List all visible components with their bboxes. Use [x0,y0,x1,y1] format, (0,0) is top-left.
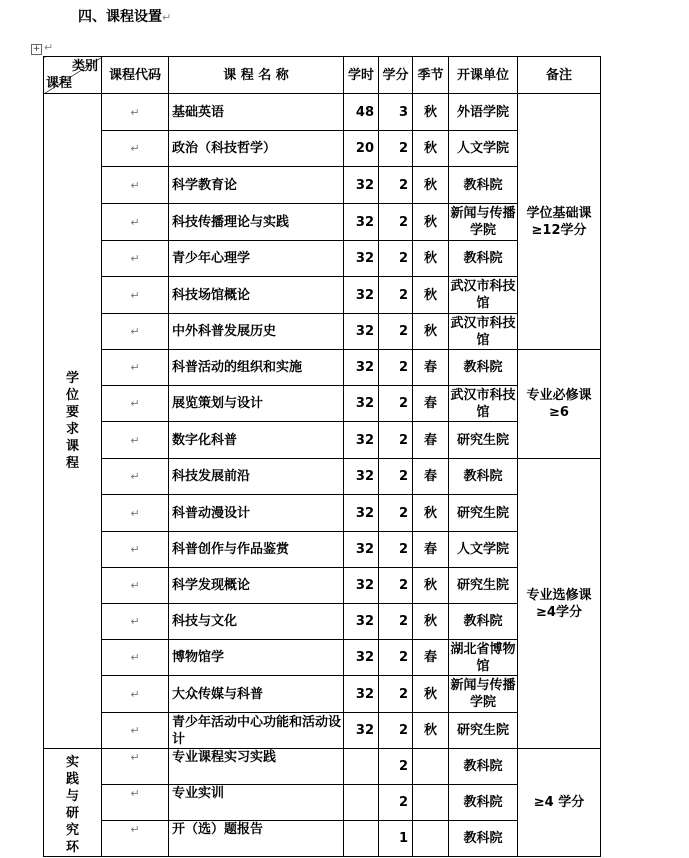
remark-major-elective: 专业选修课≥4学分 [518,459,601,749]
course-row [44,422,601,459]
course-semester: 秋 [413,94,449,131]
course-credits: 2 [379,785,413,821]
course-unit: 新闻与传播学院 [449,676,518,713]
course-hours: 32 [344,422,379,459]
course-semester: 春 [413,532,449,568]
remark-major-required: 专业必修课≥6 [518,350,601,459]
course-hours [344,821,379,857]
course-row [44,604,601,640]
course-semester: 春 [413,386,449,422]
paragraph-mark: ↵ [44,41,54,54]
course-hours: 32 [344,495,379,532]
course-credits: 2 [379,532,413,568]
course-row [44,495,601,532]
course-code-cell: ↵ [102,604,169,640]
course-code-cell: ↵ [102,422,169,459]
course-hours: 32 [344,277,379,314]
course-unit: 教科院 [449,785,518,821]
course-credits: 2 [379,204,413,241]
course-unit: 研究生院 [449,422,518,459]
course-code-cell: ↵ [102,131,169,167]
code-header: 课程代码 [102,57,169,94]
course-name: 基础英语 [169,94,344,131]
course-code-cell: ↵ [102,713,169,749]
course-hours: 32 [344,604,379,640]
course-code-cell: ↵ [102,314,169,350]
course-semester: 春 [413,640,449,676]
course-hours: 32 [344,167,379,204]
name-header: 课 程 名 称 [169,57,344,94]
course-unit: 教科院 [449,241,518,277]
course-code-cell: ↵ [102,640,169,676]
course-credits: 2 [379,495,413,532]
course-credits: 2 [379,640,413,676]
course-code-cell: ↵ [102,459,169,495]
course-code-cell: ↵ [102,568,169,604]
course-hours: 48 [344,94,379,131]
header-row [44,57,601,94]
unit-header: 开课单位 [449,57,518,94]
course-hours: 32 [344,204,379,241]
course-name: 数字化科普 [169,422,344,459]
course-code-cell: ↵ [102,241,169,277]
course-credits: 2 [379,459,413,495]
category-header-cell [44,57,102,94]
category-header-bottom: 课程 [46,76,73,91]
group-degree-required: 学 位 要 求 课 程 [44,94,102,749]
course-hours: 32 [344,713,379,749]
course-row [44,568,601,604]
course-unit: 教科院 [449,821,518,857]
course-unit: 教科院 [449,350,518,386]
course-unit: 教科院 [449,604,518,640]
category-header-top: 类别 [71,59,98,74]
course-row [44,314,601,350]
course-row [44,167,601,204]
course-credits: 2 [379,350,413,386]
course-credits: 3 [379,94,413,131]
course-row [44,785,601,821]
course-hours: 32 [344,532,379,568]
course-name: 专业实训 [169,785,344,821]
course-code-cell: ↵ [102,386,169,422]
course-semester: 秋 [413,131,449,167]
course-unit: 研究生院 [449,713,518,749]
course-name: 科学教育论 [169,167,344,204]
course-semester: 秋 [413,568,449,604]
course-table [43,56,601,857]
course-semester: 秋 [413,277,449,314]
course-row [44,821,601,857]
course-code-cell: ↵ [102,676,169,713]
course-name: 科技与文化 [169,604,344,640]
course-credits: 2 [379,131,413,167]
course-credits: 2 [379,713,413,749]
course-unit: 研究生院 [449,495,518,532]
course-unit: 研究生院 [449,568,518,604]
course-unit: 湖北省博物馆 [450,641,516,674]
course-name: 大众传媒与科普 [169,676,344,713]
course-hours: 32 [344,314,379,350]
course-hours: 32 [344,386,379,422]
course-code-cell: ↵ [102,167,169,204]
course-name: 科普创作与作品鉴赏 [169,532,344,568]
course-name: 科普活动的组织和实施 [169,350,344,386]
course-code-cell: ↵ [102,821,169,857]
course-name: 博物馆学 [169,640,344,676]
course-credits: 2 [379,167,413,204]
course-unit: 新闻与传播学院 [449,204,518,241]
course-row [44,749,601,785]
course-semester: 秋 [413,676,449,713]
course-row [44,131,601,167]
course-credits: 2 [379,314,413,350]
course-name: 展览策划与设计 [169,386,344,422]
course-code-cell: ↵ [102,785,169,821]
course-credits: 2 [379,277,413,314]
course-code-cell: ↵ [102,94,169,131]
course-row [44,459,601,495]
course-hours: 20 [344,131,379,167]
hours-header: 学时 [344,57,379,94]
course-code-cell: ↵ [102,350,169,386]
course-hours: 32 [344,568,379,604]
section-title: 四、课程设置↵ [78,9,172,25]
course-semester: 春 [413,422,449,459]
course-hours [344,749,379,785]
course-name: 科学发现概论 [169,568,344,604]
remark-basic: 学位基础课≥12学分 [518,94,601,350]
course-credits: 2 [379,604,413,640]
course-semester: 秋 [413,604,449,640]
course-unit: 教科院 [449,167,518,204]
course-row [44,350,601,386]
course-semester: 秋 [413,713,449,749]
course-row [44,713,601,749]
course-code-cell: ↵ [102,277,169,314]
group-practice-research: 实 践 与 研 究 环 [44,749,102,857]
course-semester: 秋 [413,314,449,350]
course-hours [344,785,379,821]
course-row [44,241,601,277]
course-row [44,94,601,131]
course-credits: 2 [379,422,413,459]
course-unit: 武汉市科技馆 [449,277,518,314]
course-row [44,204,601,241]
course-unit: 人文学院 [449,532,518,568]
course-credits: 2 [379,676,413,713]
course-name: 青少年活动中心功能和活动设计 [169,713,344,749]
course-semester: 秋 [413,495,449,532]
move-anchor-icon[interactable]: + [32,44,41,54]
course-semester: 秋 [413,241,449,277]
course-row [44,532,601,568]
course-credits: 1 [379,821,413,857]
course-hours: 32 [344,640,379,676]
course-semester [413,785,449,821]
course-unit: 外语学院 [449,94,518,131]
course-unit: 教科院 [449,749,518,785]
course-name: 科普动漫设计 [169,495,344,532]
course-credits: 2 [379,241,413,277]
course-name: 专业课程实习实践 [169,749,344,785]
course-hours: 32 [344,459,379,495]
course-name: 科技场馆概论 [169,277,344,314]
course-row [44,640,601,676]
course-semester: 春 [413,350,449,386]
course-semester: 秋 [413,204,449,241]
course-row [44,676,601,713]
course-unit: 教科院 [449,459,518,495]
course-name: 开（选）题报告 [169,821,344,857]
course-name: 政治（科技哲学） [169,131,344,167]
course-hours: 32 [344,350,379,386]
remark-practice: ≥4 学分 [518,749,601,857]
course-code-cell: ↵ [102,495,169,532]
course-hours: 32 [344,676,379,713]
course-row [44,386,601,422]
course-name: 科技发展前沿 [169,459,344,495]
course-name: 中外科普发展历史 [169,314,344,350]
course-row [44,277,601,314]
course-name: 青少年心理学 [169,241,344,277]
course-hours: 32 [344,241,379,277]
course-code-cell: ↵ [102,532,169,568]
course-credits: 2 [379,749,413,785]
course-semester [413,821,449,857]
course-semester: 秋 [413,167,449,204]
course-semester: 春 [413,459,449,495]
course-unit: 武汉市科技馆 [450,387,516,420]
remark-header: 备注 [518,57,601,94]
course-credits: 2 [379,386,413,422]
semester-header: 季节 [413,57,449,94]
course-credits: 2 [379,568,413,604]
credits-header: 学分 [379,57,413,94]
course-unit: 武汉市科技馆 [450,315,516,348]
course-semester [413,749,449,785]
course-code-cell: ↵ [102,749,169,785]
course-code-cell: ↵ [102,204,169,241]
course-unit: 人文学院 [449,131,518,167]
course-name: 科技传播理论与实践 [169,204,344,241]
